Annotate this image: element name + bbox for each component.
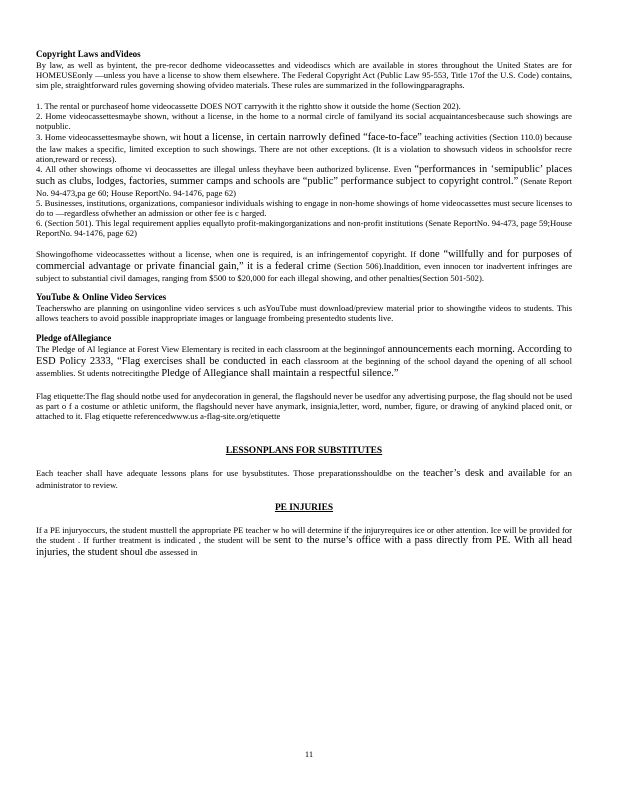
lesson-plans-heading (36, 445, 572, 457)
lesson-part-c: for an administrator to review. (36, 467, 572, 490)
page-content (36, 49, 572, 559)
lesson-part-b: teacher’s desk and available (423, 467, 546, 479)
pledge-part-a: The Pledge of Al legiance at Forest View Elementary is recited in each classroom at the beginningof (36, 343, 386, 354)
copyright-item-1: 1. The rental or purchaseof home videocassette DOES NOT carrywith it the rightto show it outside the home (Section 202). (36, 101, 461, 112)
infringe-part-c: (Section 506).Inaddition, even innocen tor inadvertent infringes are subject to substantial civil damages, ranging from $500 to $20,000 for each illegal showing, and other penalties(Section 501-502). (36, 261, 573, 284)
item3-part-a: 3. Home videocassettesmaybe shown, wit (36, 131, 181, 142)
item4-part-c: (Senate Report No. 94-473,pa ge 60; House ReportNo. 94-1476, page 62) (36, 175, 572, 198)
copyright-intro: By law, as well as byintent, the pre-recor dedhome videocassettes and videodiscs which are available in stores throughout the United States are for HOMEUSEonly —unless you have a license to show them elsewhere. The Federal Copyright Act (Public Law 95-553, Title 17of the U.S. Code) contains, sim ple, straightforward rules governing showing ofvideo materials. These rules are summarized in the followingparagraphs. (36, 60, 572, 91)
pledge-part-c: classroom at the beginning of the school dayand the opening of all school assemblies. St udents notrecitingthe (36, 355, 572, 378)
page-number: 11 (304, 749, 314, 759)
copyright-item-6: 6. (Section 501). This legal requirement applies equallyto profit-makingorganizations and non-profit institutions (Senate ReportNo. 94-473, page 59;House ReportNo. 94-1476, page 62) (36, 218, 572, 239)
lesson-plans-heading-text: LESSONPLANS FOR SUBSTITUTES (225, 445, 383, 456)
youtube-text: Teacherswho are planning on usingonline video services s uch asYouTube must download/preview material prior to showingthe videos to students. This allows teachers to avoid possible inappropriate images or language frombeing presentedto students live. (36, 303, 572, 324)
pe-part-a: If a PE injuryoccurs, the student musttell the appropriate PE teacher w ho will determine if the injuryrequires ice or other attention. Ice will be provided for the student . If further treatment is indicated , the student will be (36, 524, 572, 545)
flag-etiquette-text: Flag etiquette:The flag should notbe used for anydecoration in general, the flagshould never be usedfor any advertising purpose, the flag should not be used as part o f a costume or athletic uniform, the flagshould never have anymark, insignia,letter, word, number, figure, or drawing of anykind placed onit, or attached to it. Flag etiquette referencedwww.us a-flag-site.org/etiquette (36, 390, 572, 421)
infringement-paragraph (36, 249, 572, 283)
pledge-text (36, 344, 572, 380)
pe-injuries-heading (36, 502, 572, 514)
copyright-item-2: 2. Home videocassettesmaybe shown, without a license, in the home to a normal circle of familyand its social acquaintancesbecause such showings are notpublic. (36, 111, 572, 132)
item3-part-c: teaching activities (Section 110.0) because the law makes a specific, limited exception to such showings. There are not other exceptions. (It is a violation to showsuch videos in schoolsfor recre ation,reward or recess). (36, 131, 572, 164)
pe-part-c: dbe assessed in (144, 546, 198, 557)
pe-part-b: sent to the nurse’s office with a pass directly from PE. With all head injuries, the student shoul (36, 534, 572, 558)
pledge-part-b: announcements each morning. According to ESD Policy 2333, “Flag exercises shall be conducted in each (36, 343, 572, 367)
lesson-part-a: Each teacher shall have adequate lessons plans for use bysubstitutes. Those preparationsshouldbe on the (36, 467, 420, 478)
lesson-plans-text (36, 468, 572, 490)
pledge-heading: Pledge ofAllegiance (36, 332, 112, 343)
item4-part-b: “performances in ‘semipublic’ places such as clubs, lodges, factories, summer camps and schools are “public” performance subject to copyright control.” (36, 163, 572, 187)
infringe-part-a: Showingofhome videocassettes without a license, when one is required, is an infringementof copyright. If (36, 249, 417, 260)
copyright-item-3 (36, 132, 572, 164)
item3-part-b: hout a license, in certain narrowly defined “face-to-face” (183, 131, 422, 143)
pe-injuries-text (36, 525, 572, 559)
youtube-heading: YouTube & Online Video Services (36, 292, 167, 303)
infringe-part-b: done “willfully and for purposes of commercial advantage or private financial gain,” it is a federal crime (36, 249, 572, 273)
copyright-item-4 (36, 164, 572, 198)
copyright-heading: Copyright Laws andVideos (36, 49, 141, 59)
pe-injuries-heading-text: PE INJURIES (274, 502, 334, 513)
pledge-part-d: Pledge of Allegiance shall maintain a respectful silence.” (161, 367, 399, 379)
item4-part-a: 4. All other showings ofhome vi deocassettes are illegal unless theyhave been authorized bylicense. Even (36, 163, 412, 174)
copyright-item-5: 5. Businesses, institutions, organizations, companiesor individuals wishing to engage in non-home showings of home videocassettes must secure licenses to do to —regardless ofwhether an admission or other fee is c harged. (36, 197, 572, 218)
